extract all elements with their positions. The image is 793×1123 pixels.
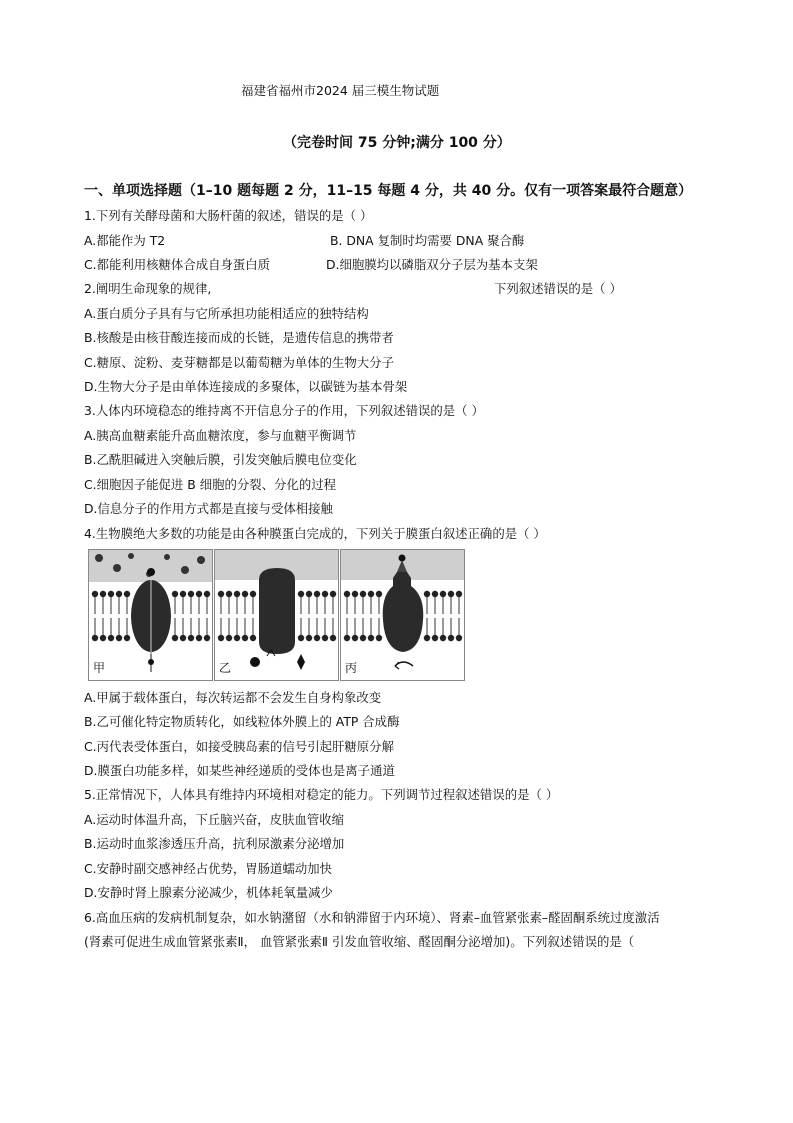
q5-option-a: A.运动时体温升高，下丘脑兴奋，皮肤血管收缩	[84, 812, 345, 827]
q2-option-a: A.蛋白质分子具有与它所承担功能相适应的独特结构	[84, 306, 369, 321]
membrane-figure-jia	[88, 549, 213, 681]
document-title: 福建省福州市2024 届三模生物试题	[241, 83, 440, 98]
q6-line-2: (肾素可促进生成血管紧张素Ⅱ， 血管紧张素Ⅱ 引发血管收缩、醛固酮分泌增加)。下列叙述错误的是（	[84, 934, 635, 949]
q3-option-d: D.信息分子的作用方式都是直接与受体相接触	[84, 501, 333, 516]
q5-option-b: B.运动时血浆渗透压升高，抗利尿激素分泌增加	[84, 836, 345, 851]
exam-info: （完卷时间 75 分钟;满分 100 分）	[283, 135, 511, 151]
receptor-protein-diagram	[341, 550, 464, 680]
q1-option-c: C.都能利用核糖体合成自身蛋白质	[84, 257, 271, 272]
q4-option-b: B.乙可催化特定物质转化，如线粒体外膜上的 ATP 合成酶	[84, 714, 400, 729]
membrane-figure-bing	[340, 549, 465, 681]
q3-option-b: B.乙酰胆碱进入突触后膜，引发突触后膜电位变化	[84, 452, 357, 467]
q5-stem: 5.正常情况下，人体具有维持内环境相对稳定的能力。下列调节过程叙述错误的是（ ）	[84, 787, 559, 802]
q2-stem-left: 2.阐明生命现象的规律,	[84, 281, 212, 296]
carrier-protein-diagram	[89, 550, 212, 680]
q4-option-a: A.甲属于载体蛋白，每次转运都不会发生自身构象改变	[84, 690, 382, 705]
q2-option-b: B.核酸是由核苷酸连接而成的长链，是遗传信息的携带者	[84, 330, 394, 345]
q3-stem: 3.人体内环境稳态的维持离不开信息分子的作用，下列叙述错误的是（ ）	[84, 403, 484, 418]
q1-stem: 1.下列有关酵母菌和大肠杆菌的叙述，错误的是（ ）	[84, 208, 373, 223]
section-heading: 一、单项选择题（1–10 题每题 2 分，11–15 每题 4 分，共 40 分。仅有一项答案最符合题意）	[84, 183, 693, 199]
q3-option-c: C.细胞因子能促进 B 细胞的分裂、分化的过程	[84, 477, 336, 492]
q2-option-c: C.糖原、淀粉、麦芽糖都是以葡萄糖为单体的生物大分子	[84, 355, 394, 370]
q4-stem: 4.生物膜绝大多数的功能是由各种膜蛋白完成的，下列关于膜蛋白叙述正确的是（ ）	[84, 526, 546, 541]
q4-option-d: D.膜蛋白功能多样，如某些神经递质的受体也是离子通道	[84, 763, 395, 778]
q1-option-b: B. DNA 复制时均需要 DNA 聚合酶	[330, 233, 525, 248]
q1-option-a: A.都能作为 T2	[84, 233, 166, 248]
q6-line-1: 6.高血压病的发病机制复杂，如水钠潴留（水和钠滞留于内环境）、肾素–血管紧张素–醛固酮系统过度激活	[84, 910, 660, 925]
q5-option-d: D.安静时肾上腺素分泌减少，机体耗氧量减少	[84, 885, 333, 900]
q5-option-c: C.安静时副交感神经占优势，胃肠道蠕动加快	[84, 861, 333, 876]
q1-option-d: D.细胞膜均以磷脂双分子层为基本支架	[326, 257, 538, 272]
q3-option-a: A.胰高血糖素能升高血糖浓度，参与血糖平衡调节	[84, 428, 357, 443]
enzyme-protein-diagram	[215, 550, 338, 680]
q4-option-c: C.丙代表受体蛋白，如接受胰岛素的信号引起肝糖原分解	[84, 739, 394, 754]
figure-label-jia: 甲	[93, 661, 106, 675]
figure-label-yi: 乙	[219, 661, 232, 675]
q2-stem-right: 下列叙述错误的是（ ）	[494, 281, 622, 296]
q2-option-d: D.生物大分子是由单体连接成的多聚体，以碳链为基本骨架	[84, 379, 408, 394]
membrane-figure-yi	[214, 549, 339, 681]
figure-label-bing: 丙	[345, 661, 358, 675]
